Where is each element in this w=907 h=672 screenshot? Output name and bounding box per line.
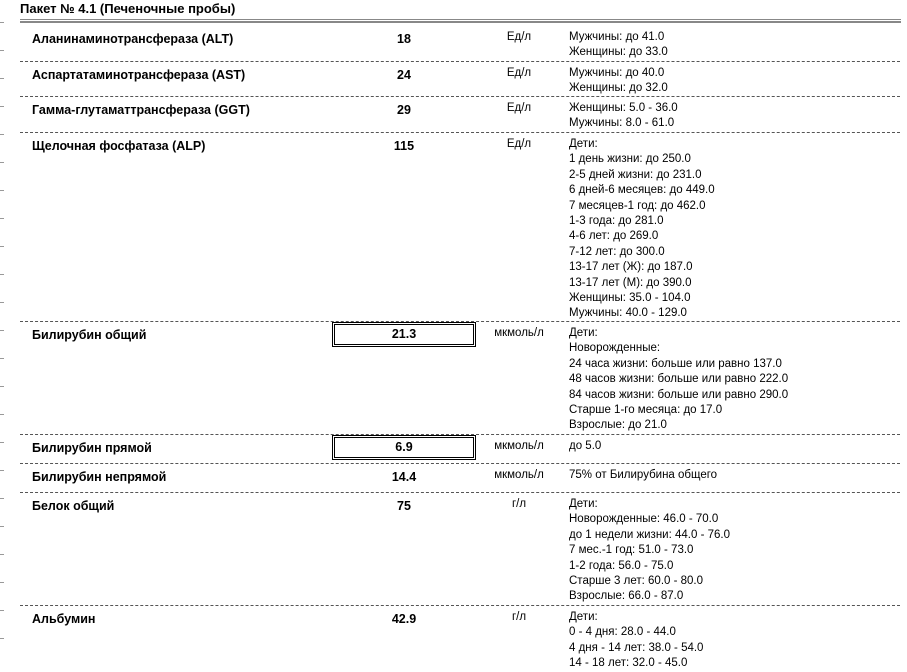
result-value: 29 — [397, 103, 411, 117]
reference-range — [569, 137, 715, 322]
result-value: 24 — [397, 68, 411, 82]
reference-line: Мужчины: 8.0 - 61.0 — [569, 117, 675, 130]
reference-line: Женщины: до 32.0 — [569, 82, 668, 95]
test-name: Гамма-глутаматтрансфераза (GGT) — [32, 103, 250, 117]
reference-line: Старше 1-го месяца: до 17.0 — [569, 403, 723, 416]
reference-line: 7 мес.-1 год: 51.0 - 73.0 — [569, 544, 694, 557]
margin-edge-marks — [0, 0, 4, 665]
reference-line: 14 - 18 лет: 32.0 - 45.0 — [569, 657, 688, 670]
result-value: 115 — [393, 139, 415, 153]
page-title: Пакет № 4.1 (Печеночные пробы) — [20, 1, 236, 16]
reference-range — [569, 439, 601, 454]
reference-line: 1-3 года: до 281.0 — [569, 214, 664, 227]
result-unit: Ед/л — [506, 31, 532, 43]
reference-line: до 1 недели жизни: 44.0 - 76.0 — [569, 528, 730, 541]
result-unit: мкмоль/л — [494, 327, 544, 339]
test-name: Билирубин общий — [32, 328, 147, 342]
row-divider — [20, 96, 900, 97]
test-name: Билирубин непрямой — [32, 470, 167, 484]
reference-line: 13-17 лет (Ж): до 187.0 — [569, 261, 693, 274]
test-name: Билирубин прямой — [32, 441, 152, 455]
reference-range — [569, 326, 788, 434]
reference-range — [569, 66, 668, 97]
test-name: Щелочная фосфатаза (ALP) — [32, 139, 206, 153]
reference-range — [569, 497, 730, 605]
result-unit: мкмоль/л — [494, 469, 544, 481]
reference-line: Взрослые: до 21.0 — [569, 419, 667, 432]
result-unit: Ед/л — [506, 102, 532, 114]
flagged-result-value: 21.3 — [332, 322, 476, 347]
reference-line: Женщины: 35.0 - 104.0 — [569, 291, 691, 304]
reference-line: Взрослые: 66.0 - 87.0 — [569, 590, 684, 603]
result-value: 18 — [397, 32, 411, 46]
result-unit: мкмоль/л — [494, 440, 544, 452]
reference-line: 7 месяцев-1 год: до 462.0 — [569, 199, 706, 212]
test-name: Аланинаминотрансфераза (ALT) — [32, 32, 234, 46]
reference-line: Дети: — [569, 611, 598, 623]
row-divider — [20, 463, 900, 464]
reference-line: 4-6 лет: до 269.0 — [569, 230, 659, 243]
row-divider — [20, 132, 900, 133]
title-divider — [20, 19, 901, 23]
reference-line: до 5.0 — [569, 440, 602, 452]
result-unit: Ед/л — [506, 67, 532, 79]
reference-line: Дети: — [569, 138, 598, 150]
result-value: 75 — [397, 499, 411, 513]
reference-line: 2-5 дней жизни: до 231.0 — [569, 168, 702, 181]
reference-range — [569, 101, 678, 132]
reference-line: Мужчины: до 41.0 — [569, 31, 665, 43]
reference-line: 13-17 лет (М): до 390.0 — [569, 276, 692, 289]
reference-line: Мужчины: до 40.0 — [569, 67, 665, 79]
reference-line: Мужчины: 40.0 - 129.0 — [569, 307, 687, 320]
row-divider — [20, 605, 900, 606]
reference-line: Женщины: 5.0 - 36.0 — [569, 102, 678, 114]
reference-line: 1 день жизни: до 250.0 — [569, 153, 691, 166]
reference-range — [569, 30, 668, 61]
reference-line: Новорожденные: 46.0 - 70.0 — [569, 513, 719, 526]
reference-line: Дети: — [569, 498, 598, 510]
reference-line: 75% от Билирубина общего — [569, 469, 718, 481]
result-value: 14.4 — [391, 470, 417, 484]
reference-line: 1-2 года: 56.0 - 75.0 — [569, 559, 674, 572]
test-name: Белок общий — [32, 499, 115, 513]
result-unit: г/л — [511, 611, 527, 623]
reference-line: Женщины: до 33.0 — [569, 46, 668, 59]
test-name: Альбумин — [32, 612, 96, 626]
reference-line: 48 часов жизни: больше или равно 222.0 — [569, 373, 789, 386]
reference-line: 4 дня - 14 лет: 38.0 - 54.0 — [569, 641, 704, 654]
row-divider — [20, 492, 900, 493]
result-value: 42.9 — [391, 612, 417, 626]
reference-line: Старше 3 лет: 60.0 - 80.0 — [569, 574, 704, 587]
reference-line: 6 дней-6 месяцев: до 449.0 — [569, 184, 715, 197]
flagged-result-value: 6.9 — [332, 435, 476, 460]
reference-range — [569, 610, 703, 672]
reference-line: 0 - 4 дня: 28.0 - 44.0 — [569, 626, 676, 639]
result-unit: г/л — [511, 498, 527, 510]
reference-line: Дети: — [569, 327, 598, 339]
reference-range — [569, 468, 717, 483]
test-name: Аспартатаминотрансфераза (AST) — [32, 68, 246, 82]
result-unit: Ед/л — [506, 138, 532, 150]
reference-line: 84 часов жизни: больше или равно 290.0 — [569, 388, 789, 401]
reference-line: 24 часа жизни: больше или равно 137.0 — [569, 357, 782, 370]
row-divider — [20, 61, 900, 62]
reference-line: 7-12 лет: до 300.0 — [569, 245, 665, 258]
reference-line: Новорожденные: — [569, 342, 661, 355]
